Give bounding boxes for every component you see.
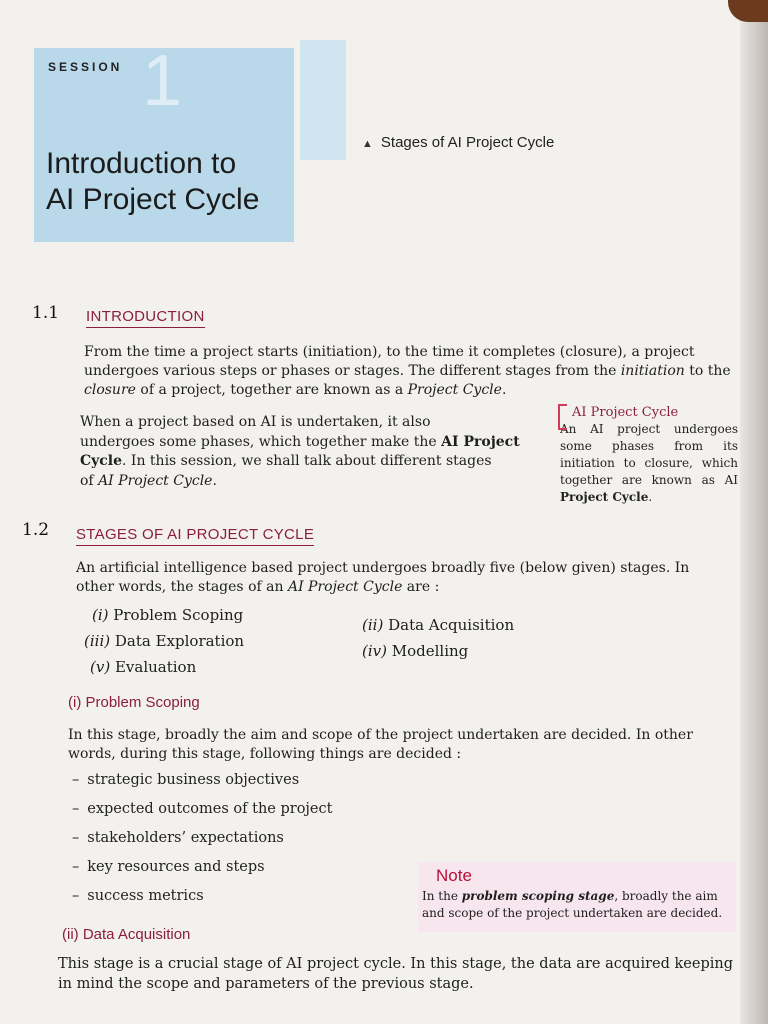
sidebar-bracket-icon bbox=[558, 404, 567, 430]
stage-item: (iii) Data Exploration bbox=[84, 632, 245, 650]
stage-item: (i) Problem Scoping bbox=[92, 606, 244, 624]
chapter-title bbox=[46, 146, 259, 218]
sidebar-body: An AI project undergoes some phases from its initiation to closure, which together are known as AI Project Cycle. bbox=[560, 422, 738, 504]
subheading-data-acquisition: (ii) Data Acquisition bbox=[62, 926, 191, 943]
outline-bullet-icon: ▲ bbox=[362, 138, 373, 150]
stage-item: (iv) Modelling bbox=[362, 642, 469, 660]
section-heading-stages: STAGES OF AI PROJECT CYCLE bbox=[76, 526, 314, 546]
session-label: SESSION bbox=[48, 60, 123, 74]
intro-paragraph-2: When a project based on AI is undertaken, it also undergoes some phases, which together make the AI Project Cycle. In this session, we shall talk about different stages of AI Project Cycle. bbox=[80, 414, 520, 489]
stage-item: (ii) Data Acquisition bbox=[362, 616, 515, 634]
note-text: In the problem scoping stage, broadly the aim and scope of the project undertaken are decided. bbox=[422, 889, 723, 920]
section-number-1-1: 1.1 bbox=[32, 303, 60, 323]
list-item: – success metrics bbox=[72, 888, 204, 904]
intro-paragraph-1: From the time a project starts (initiation), to the time it completes (closure), a project undergoes various steps or phases or stages. The different stages from the initiation to the closure of a project, together are known as a Project Cycle. bbox=[84, 344, 731, 398]
section-number-1-2: 1.2 bbox=[22, 520, 50, 540]
list-item: – strategic business objectives bbox=[72, 772, 300, 788]
subheading-problem-scoping: (i) Problem Scoping bbox=[68, 694, 200, 711]
list-item: – key resources and steps bbox=[72, 859, 265, 875]
section-heading-introduction: INTRODUCTION bbox=[86, 308, 205, 328]
corner-mark bbox=[728, 0, 768, 22]
problem-scoping-list bbox=[72, 772, 332, 917]
stages-paragraph: An artificial intelligence based project undergoes broadly five (below given) stages. In other words, the stages of an AI Project Cycle are : bbox=[76, 560, 690, 595]
list-item: – stakeholders’ expectations bbox=[72, 830, 284, 846]
note-title: Note bbox=[436, 866, 472, 885]
sidebar-definition bbox=[560, 404, 738, 506]
session-number: 1 bbox=[142, 41, 183, 121]
session-outline-item bbox=[362, 134, 554, 151]
sidebar-title: AI Project Cycle bbox=[572, 405, 679, 420]
chapter-title-line1: Introduction to bbox=[46, 147, 237, 180]
page-edge bbox=[740, 0, 768, 1024]
chapter-title-line2: AI Project Cycle bbox=[46, 183, 260, 216]
data-acquisition-paragraph: This stage is a crucial stage of AI project cycle. In this stage, the data are acquired keeping in mind the scope and parameters of the previous stage. bbox=[58, 956, 733, 992]
problem-scoping-paragraph: In this stage, broadly the aim and scope of the project undertaken are decided. In other words, during this stage, following things are decided : bbox=[68, 727, 693, 762]
outline-item-label: Stages of AI Project Cycle bbox=[380, 134, 555, 151]
stage-item: (v) Evaluation bbox=[90, 658, 197, 676]
session-box-strip bbox=[300, 40, 346, 160]
list-item: – expected outcomes of the project bbox=[72, 801, 333, 817]
